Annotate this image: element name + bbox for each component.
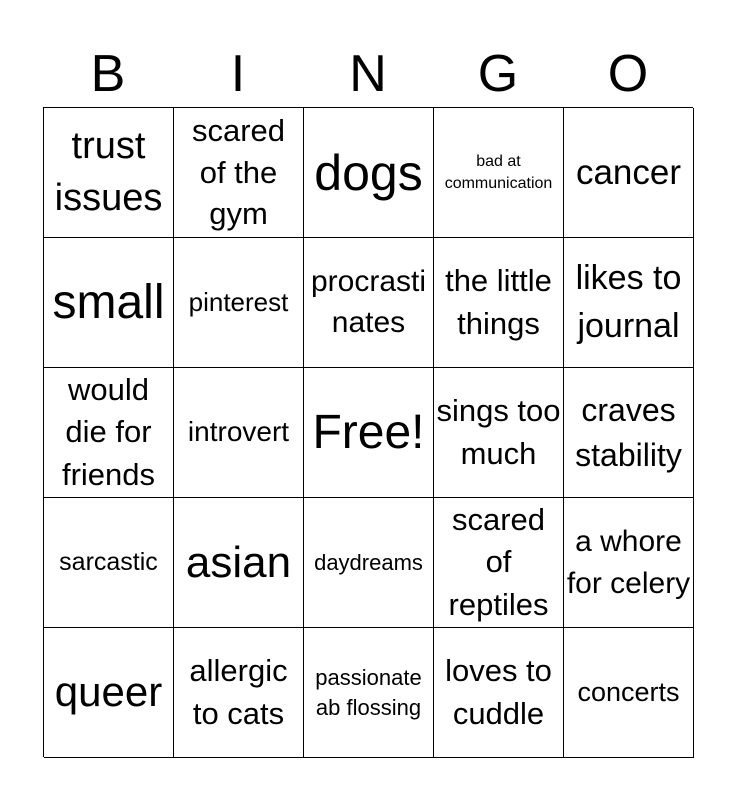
- cell-text: craves stability: [575, 392, 682, 473]
- bingo-cell[interactable]: [434, 368, 564, 498]
- cell-text: likes to journal: [575, 258, 682, 345]
- bingo-cell[interactable]: [564, 238, 694, 368]
- cell-text: trust issues: [54, 124, 163, 219]
- cell-text: small: [52, 275, 165, 329]
- bingo-cell[interactable]: [564, 498, 694, 628]
- bingo-cell[interactable]: [174, 238, 304, 368]
- bingo-cell[interactable]: [44, 628, 174, 758]
- cell-text: passionate ab flossing: [315, 664, 422, 720]
- bingo-cell[interactable]: [304, 108, 434, 238]
- cell-text: scared of reptiles: [448, 502, 549, 622]
- bingo-cell[interactable]: [304, 368, 434, 498]
- bingo-cell[interactable]: [304, 498, 434, 628]
- cell-text: procrastinates: [310, 265, 427, 339]
- cell-text: Free!: [312, 405, 425, 459]
- bingo-cell[interactable]: [44, 238, 174, 368]
- cell-text: asian: [185, 537, 292, 587]
- cell-text: pinterest: [188, 287, 289, 318]
- bingo-cell[interactable]: [304, 238, 434, 368]
- bingo-cell[interactable]: [174, 368, 304, 498]
- cell-text: would die for friends: [61, 372, 156, 492]
- cell-text: queer: [54, 668, 163, 716]
- cell-text: the little things: [445, 263, 552, 341]
- cell-text: introvert: [187, 416, 290, 448]
- bingo-cell[interactable]: [564, 108, 694, 238]
- header-letter-g: G: [477, 45, 519, 103]
- bingo-cell[interactable]: [174, 628, 304, 758]
- bingo-cell[interactable]: [434, 108, 564, 238]
- header-letter-b: B: [90, 45, 126, 103]
- bingo-cell[interactable]: [174, 498, 304, 628]
- header-letter-n: N: [349, 45, 387, 103]
- bingo-cell[interactable]: [434, 238, 564, 368]
- bingo-cell[interactable]: [564, 368, 694, 498]
- cell-text: allergic to cats: [189, 653, 288, 731]
- bingo-cell[interactable]: [44, 368, 174, 498]
- cell-text: cancer: [575, 152, 682, 192]
- cell-text: dogs: [314, 144, 423, 201]
- cell-text: daydreams: [314, 549, 423, 575]
- cell-text: a whore for celery: [566, 525, 691, 600]
- header-letter-o: O: [607, 45, 649, 103]
- bingo-cell[interactable]: [434, 628, 564, 758]
- cell-text: concerts: [577, 676, 680, 707]
- bingo-header: [43, 42, 693, 106]
- cell-text: sarcastic: [59, 548, 158, 576]
- bingo-cell[interactable]: [304, 628, 434, 758]
- header-letter-i: I: [230, 45, 246, 103]
- cell-text: scared of the gym: [191, 112, 286, 232]
- bingo-cell[interactable]: [564, 628, 694, 758]
- bingo-grid: [43, 107, 693, 757]
- cell-text: loves to cuddle: [445, 653, 552, 731]
- bingo-cell[interactable]: [44, 108, 174, 238]
- cell-text: sings too much: [436, 393, 561, 471]
- bingo-cell[interactable]: [434, 498, 564, 628]
- bingo-cell[interactable]: [44, 498, 174, 628]
- cell-text: bad at communication: [444, 152, 553, 192]
- bingo-cell[interactable]: [174, 108, 304, 238]
